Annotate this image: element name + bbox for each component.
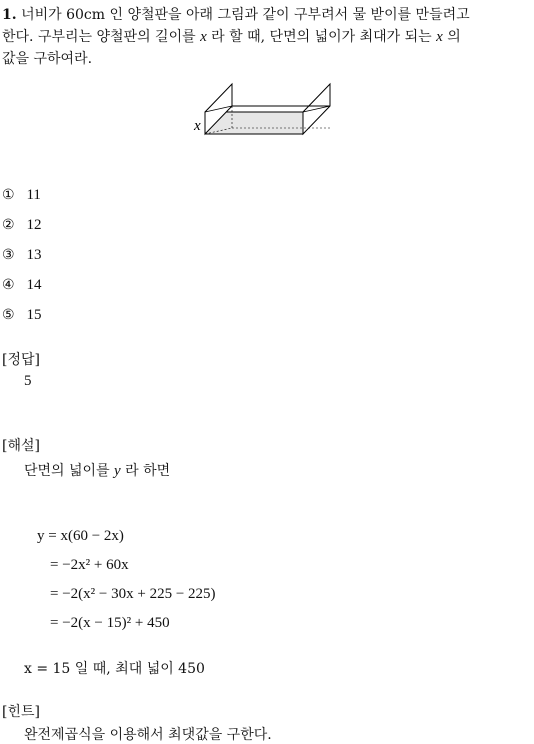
question-text-1: 너비가 60cm 인 양철판을 아래 그림과 같이 구부려서 물 받이를 만들려고 <box>21 7 470 23</box>
choice-value: 15 <box>26 307 42 323</box>
solution-intro <box>24 460 170 480</box>
question-line-2 <box>2 26 461 46</box>
choice-2[interactable] <box>2 217 41 234</box>
choice-value: 11 <box>26 187 41 203</box>
choice-value: 12 <box>26 217 42 233</box>
choice-value: 13 <box>26 247 42 263</box>
question-line-1 <box>2 4 470 24</box>
choice-1[interactable] <box>2 187 41 204</box>
variable-x: x <box>200 29 207 45</box>
hint-text: 완전제곱식을 이용해서 최댓값을 구한다. <box>24 727 272 743</box>
choice-mark: ② <box>2 217 15 233</box>
equation-line-1: y = x(60 − 2x) <box>37 528 124 544</box>
choice-mark: ④ <box>2 277 15 293</box>
choice-4[interactable] <box>2 277 41 294</box>
gutter-figure <box>190 80 340 142</box>
choice-3[interactable] <box>2 247 41 264</box>
choice-value: 14 <box>26 277 42 293</box>
answer-value: 5 <box>24 373 32 389</box>
choice-mark: ③ <box>2 247 15 263</box>
question-line-3: 값을 구하여라. <box>2 51 93 67</box>
equation-line-4: = −2(x − 15)² + 450 <box>50 615 170 631</box>
equation-line-2: = −2x² + 60x <box>50 557 129 573</box>
question-text-2c: 의 <box>442 29 461 45</box>
choice-mark: ⑤ <box>2 307 15 323</box>
variable-y: y <box>114 463 121 479</box>
question-text-2b: 라 할 때, 단면의 넓이가 최대가 되는 <box>206 29 437 45</box>
choice-mark: ① <box>2 187 15 203</box>
figure-label-x: x <box>194 118 201 134</box>
solution-intro-text: 라 하면 <box>120 463 171 479</box>
question-number: 1. <box>2 7 17 23</box>
variable-x: x <box>436 29 443 45</box>
question-text-2a: 한다. 구부리는 양철판의 길이를 <box>2 29 201 45</box>
solution-heading: [해설] <box>2 438 40 454</box>
hint-heading: [힌트] <box>2 704 40 720</box>
solution-intro-text: 단면의 넓이를 <box>24 463 115 479</box>
equation-line-3: = −2(x² − 30x + 225 − 225) <box>50 586 216 602</box>
solution-conclusion: x = 15 일 때, 최대 넓이 450 <box>24 661 205 677</box>
choice-5[interactable] <box>2 307 41 324</box>
answer-heading: [정답] <box>2 352 40 368</box>
